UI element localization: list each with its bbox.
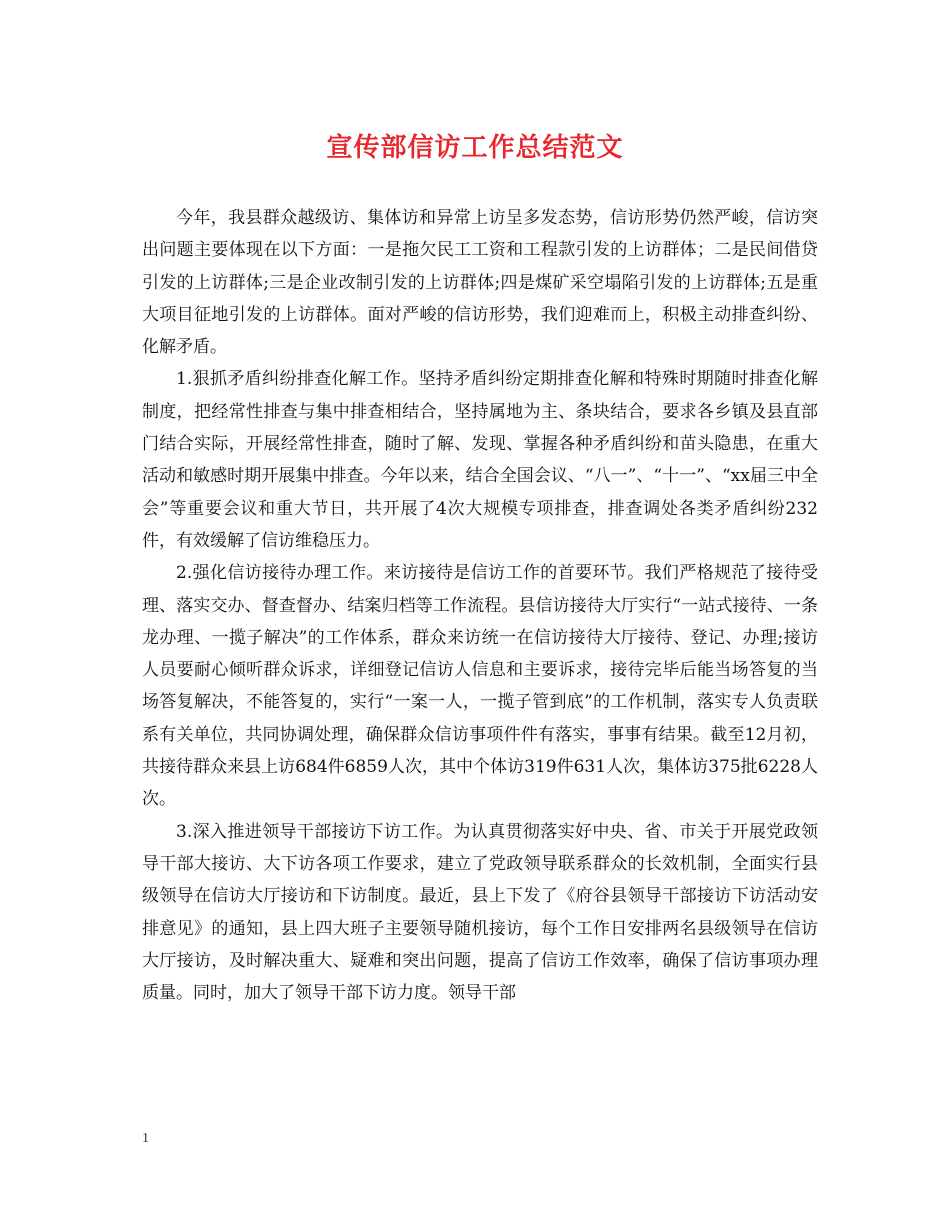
page-number: 1 (142, 1131, 149, 1146)
document-title: 宣传部信访工作总结范文 (326, 133, 624, 163)
paragraph-2: 2.强化信访接待办理工作。来访接待是信访工作的首要环节。我们严格规范了接待受理、落实交办、督查督办、结案归档等工作流程。县信访接待大厅实行“一站式接待、一条龙办理、一揽子解决”的工作体系，群众来访统一在信访接待大厅接待、登记、办理;接访人员要耐心倾听群众诉求，详细登记信访人信息和主要诉求，接待完毕后能当场答复的当场答复解决，不能答复的，实行“一案一人，一揽子管到底”的工作机制，落实专人负责联系有关单位，共同协调处理，确保群众信访事项件件有落实，事事有结果。截至12月初，共接待群众来县上访684件6859人次，其中个体访319件631人次，集体访375批6228人次。 (142, 563, 818, 810)
paragraph-3: 3.深入推进领导干部接访下访工作。为认真贯彻落实好中央、省、市关于开展党政领导干部大接访、大下访各项工作要求，建立了党政领导联系群众的长效机制，全面实行县级领导在信访大厅接访和下访制度。最近，县上下发了《府谷县领导干部接访下访活动安排意见》的通知，县上四大班子主要领导随机接访，每个工作日安排两名县级领导在信访大厅接访，及时解决重大、疑难和突出问题，提高了信访工作效率，确保了信访事项办理质量。同时，加大了领导干部下访力度。领导干部 (142, 821, 818, 1004)
paragraph-1: 1.狠抓矛盾纠纷排查化解工作。坚持矛盾纠纷定期排查化解和特殊时期随时排查化解制度，把经常性排查与集中排查相结合，坚持属地为主、条块结合，要求各乡镇及县直部门结合实际，开展经常性排查，随时了解、发现、掌握各种矛盾纠纷和苗头隐患，在重大活动和敏感时期开展集中排查。今年以来，结合全国会议、“八一”、“十一”、“xx届三中全会”等重要会议和重大节日，共开展了4次大规模专项排查，排查调处各类矛盾纠纷232件，有效缓解了信访维稳压力。 (142, 369, 818, 551)
document-body (142, 202, 818, 1009)
paragraph-intro: 今年，我县群众越级访、集体访和异常上访呈多发态势，信访形势仍然严峻，信访突出问题主要体现在以下方面：一是拖欠民工工资和工程款引发的上访群体；二是民间借贷引发的上访群体;三是企业改制引发的上访群体;四是煤矿采空塌陷引发的上访群体;五是重大项目征地引发的上访群体。面对严峻的信访形势，我们迎难而上，积极主动排查纠纷、化解矛盾。 (142, 208, 818, 358)
